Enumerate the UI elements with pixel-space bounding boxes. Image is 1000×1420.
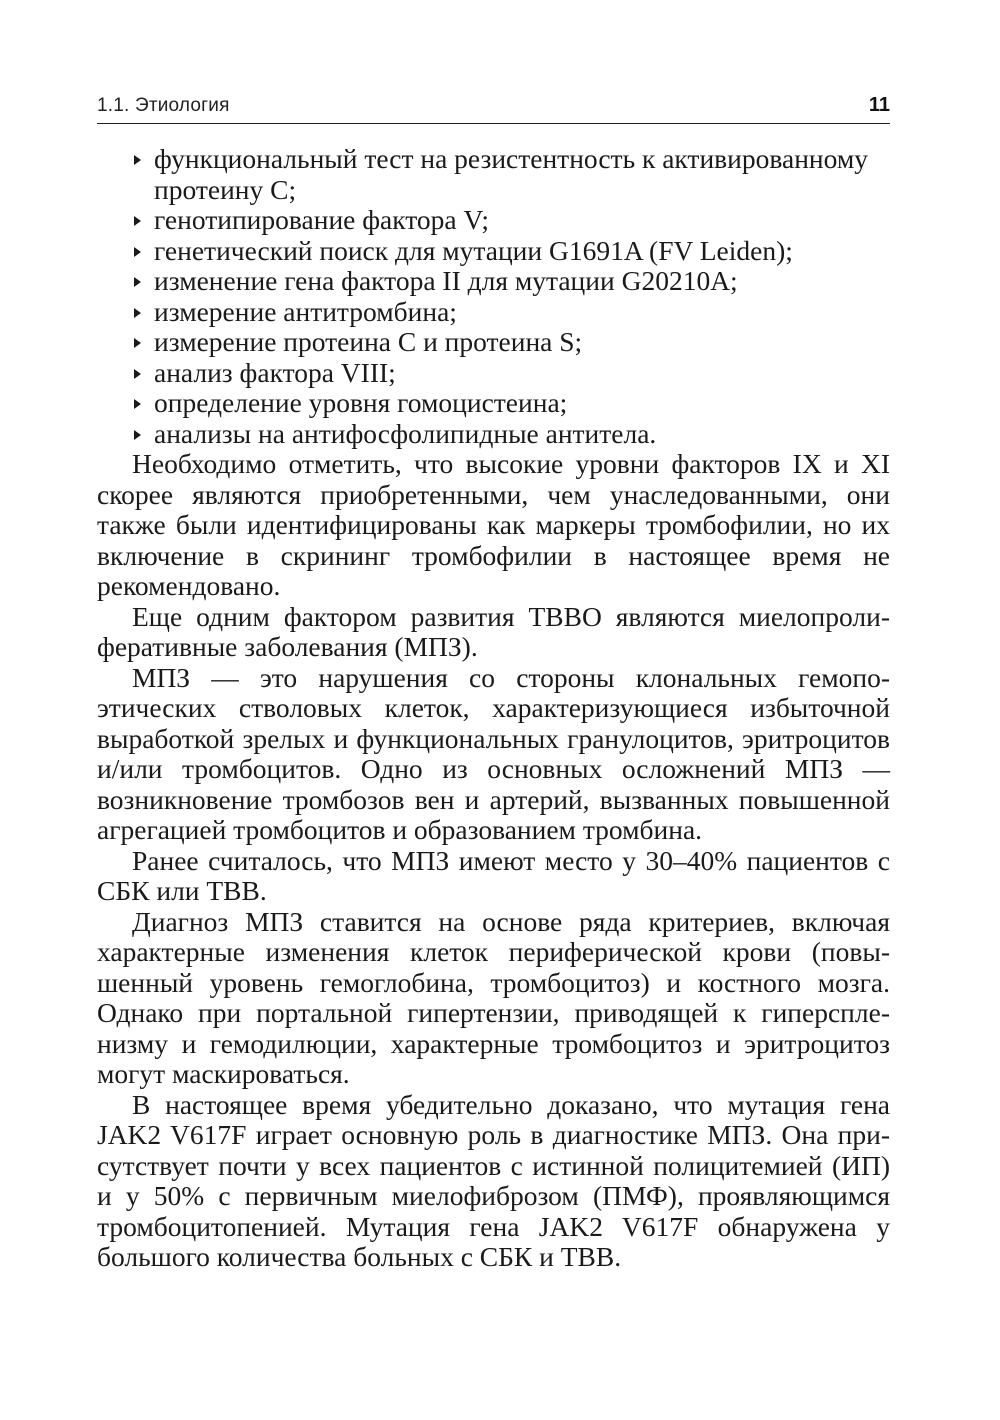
triangle-bullet-icon (134, 277, 141, 287)
list-item-text: анализы на антифосфолипидные антитела. (154, 417, 657, 449)
list-item-text: измерение антитромбина; (154, 295, 457, 327)
list-item-text: анализ фактора VIII; (154, 356, 396, 388)
list-item (97, 144, 890, 205)
triangle-bullet-icon (134, 369, 141, 379)
list-item (97, 266, 890, 297)
paragraph-mpz-prevalence: Ранее считалось, что МПЗ имеют место у 30–40% пациентов с СБК или ТВВ. (97, 844, 890, 906)
list-item (97, 419, 890, 450)
triangle-bullet-icon (134, 399, 141, 409)
list-item-text: измерение протеина C и протеина S; (154, 326, 583, 357)
triangle-bullet-icon (134, 338, 141, 348)
triangle-bullet-icon (134, 216, 141, 226)
triangle-bullet-icon (134, 430, 141, 440)
list-item-text: функциональный тест на резистентность к активированному протеину C; (154, 143, 869, 205)
list-item (97, 327, 890, 358)
paragraph-jak2-mutation: В настоящее время убедительно доказано, что мутация гена JAK2 V617F играет основную роль в диагностике МПЗ. Она присутствует почти у всех пациентов с истинной полицитемией (ИП) и у 50% с первичным миелофиброзом (ПМФ), проявляющимся тромбоцитопенией. Мутация гена JAK2 V617F обнаружена у большого количества больных с СБК и ТВВ. (97, 1088, 890, 1272)
body-text (97, 144, 890, 1273)
list-item (97, 236, 890, 267)
bullet-list (97, 144, 890, 449)
paragraph-mpz-definition: МПЗ — это нарушения со стороны клональных гемопоэтических стволовых клеток, характеризующиеся избыточной выработкой зрелых и функциональных гранулоцитов, эритроцитов и/или тромбоцитов. Одно из основных осложнений МПЗ — возникновение тромбозов вен и артерий, вызванных повышенной агрегацией тромбоцитов и образованием тромбина. (97, 661, 890, 845)
triangle-bullet-icon (134, 155, 141, 165)
paragraph-factors-ix-xi: Необходимо отметить, что высокие уровни факторов IX и XI скорее являются приобретенными, чем унаследованными, они также были идентифицированы как маркеры тромбофилии, но их включение в скрининг тромбофилии в настоящее время не рекомендовано. (97, 448, 890, 601)
page-number: 11 (868, 94, 890, 116)
paragraph-mpz-factor: Еще одним фактором развития ТВВО являются миелопролиферативные заболевания (МПЗ). (97, 600, 890, 662)
paragraph-mpz-diagnosis: Диагноз МПЗ ставится на основе ряда критериев, включая характерные изменения клеток периферической крови (повышенный уровень гемоглобина, тромбоцитоз) и костного мозга. Однако при портальной гипертензии, приводящей к гиперспленизму и гемодилюции, характерные тромбоцитоз и эритроцитоз могут маскироваться. (97, 905, 890, 1089)
list-item-text: изменение гена фактора II для мутации G20210A; (154, 265, 738, 296)
section-label: 1.1. Этиология (97, 95, 230, 116)
list-item-text: генетический поиск для мутации G1691A (FV Leiden); (154, 234, 793, 266)
list-item-text: определение уровня гомоцистеина; (154, 387, 568, 418)
list-item (97, 297, 890, 328)
running-head (97, 93, 890, 124)
triangle-bullet-icon (134, 308, 141, 318)
list-item (97, 205, 890, 236)
list-item (97, 388, 890, 419)
list-item-text: генотипирование фактора V; (154, 204, 489, 235)
list-item (97, 358, 890, 389)
triangle-bullet-icon (134, 247, 141, 257)
